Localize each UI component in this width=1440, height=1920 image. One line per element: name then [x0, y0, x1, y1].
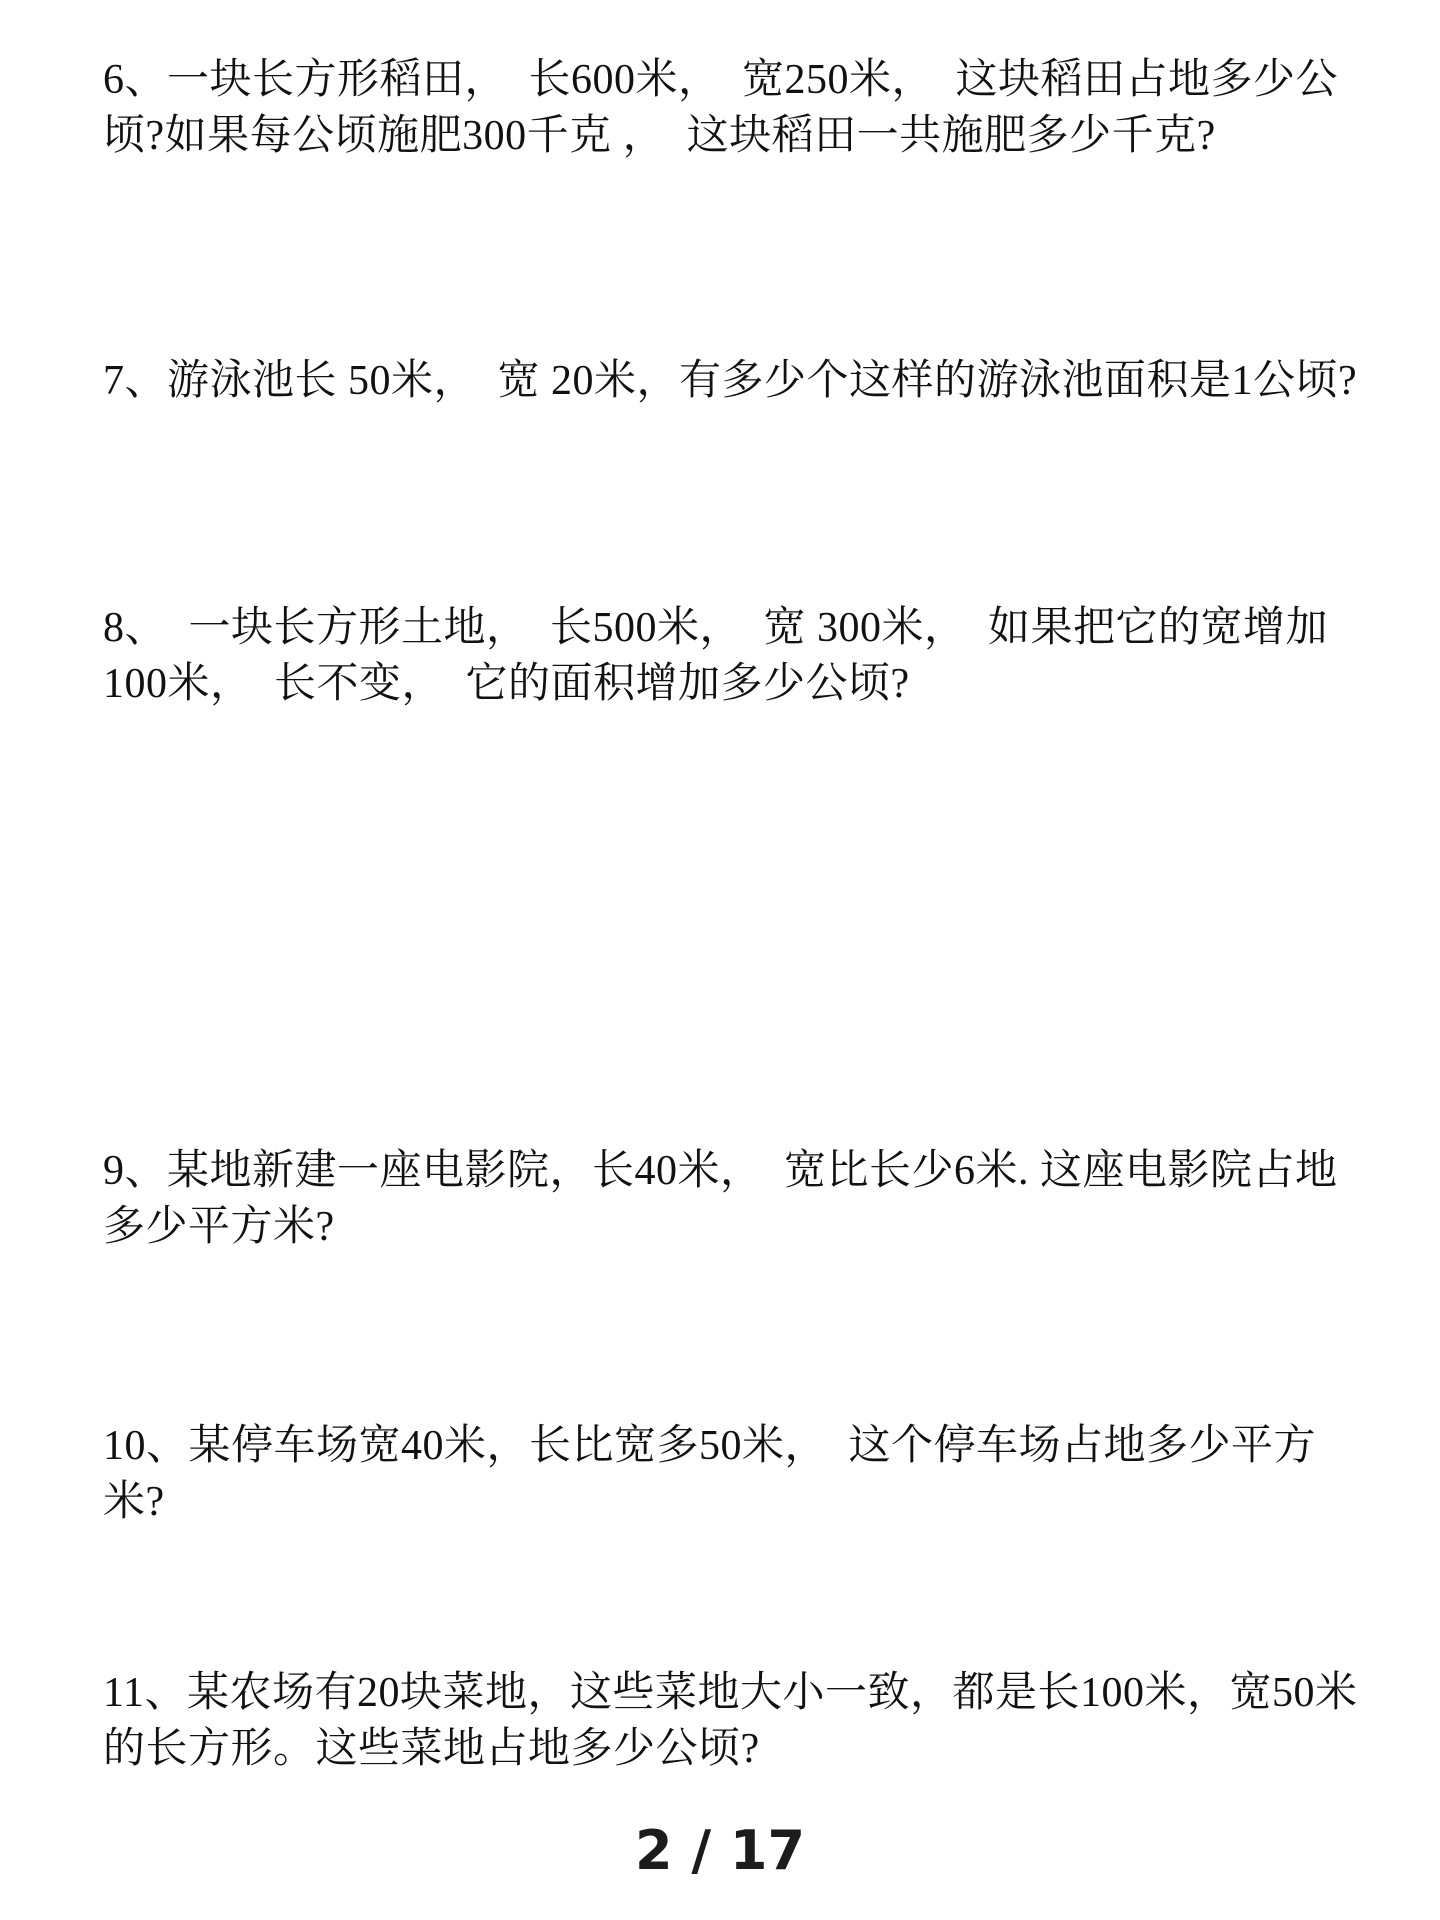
problem-text-8: 8、 一块长方形土地， 长500米， 宽 300米， 如果把它的宽增加100米， 长不变， 它的面积增加多少公顷? — [103, 605, 1329, 707]
problem-text-10: 10、某停车场宽40米，长比宽多50米， 这个停车场占地多少平方米? — [103, 1423, 1317, 1525]
problem-text-6: 6、一块长方形稻田， 长600米， 宽250米， 这块稻田占地多少公顷?如果每公顷施肥300千克 ， 这块稻田一共施肥多少千克? — [103, 57, 1339, 159]
page-number-indicator: 2 / 17 — [634, 1819, 806, 1882]
problem-text-7: 7、游泳池长 50米， 宽 20米，有多少个这样的游泳池面积是1公顷? — [103, 358, 1358, 404]
problem-text-11: 11、某农场有20块菜地，这些菜地大小一致，都是长100米，宽50米的长方形。这些菜地占地多少公顷? — [103, 1670, 1358, 1772]
problem-text-9: 9、某地新建一座电影院，长40米， 宽比长少6米. 这座电影院占地多少平方米? — [103, 1148, 1338, 1250]
